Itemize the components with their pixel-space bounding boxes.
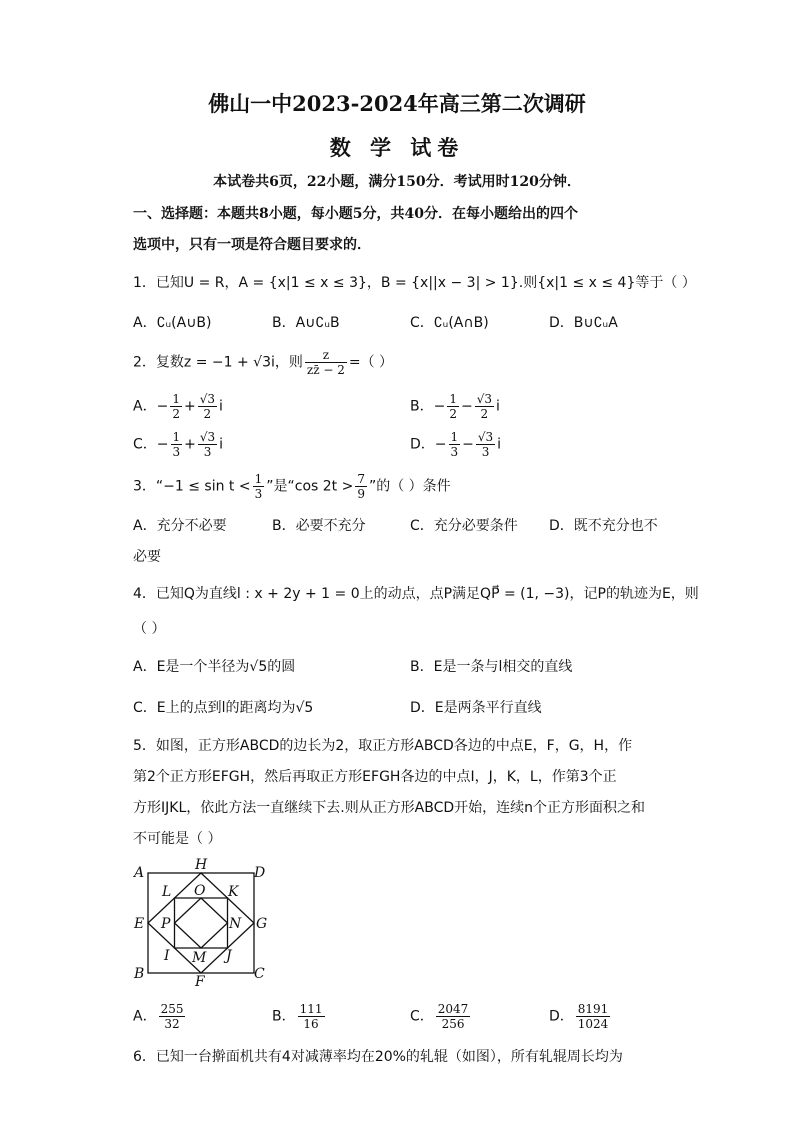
label-m: M [192, 950, 207, 966]
q1-option-d: D．B∪∁ᵤA [549, 315, 618, 331]
q4-stem: 4．已知Q为直线l : x + 2y + 1 = 0上的动点，点P满足QP⃗ = (1, −3)，记P的轨迹为E，则 [133, 586, 699, 602]
label-n: N [229, 916, 242, 932]
q2-stem: 2．复数z = −1 + √3i，则 $\frac{z}{zz̄ - 2}$ =（ ） [133, 348, 394, 377]
section-heading-line1: 一、选择题：本题共8小题，每小题5分，共40分．在每小题给出的四个 [133, 206, 578, 222]
label-d: D [254, 865, 266, 881]
q5-option-c: C． $\frac{2047}{256}$ [410, 1002, 469, 1031]
q2-option-b: B．− $\frac{1}{2}$ − $\frac{√3}{2}$ i [410, 392, 500, 421]
q4-paren: （ ） [133, 621, 166, 637]
label-l: L [162, 884, 172, 900]
q5-option-b: B． $\frac{111}{16}$ [272, 1002, 323, 1031]
square-mnop [175, 898, 228, 948]
q5-option-d: D． $\frac{8191}{1024}$ [549, 1002, 609, 1031]
q1-stem: 1．已知U = R，A = {x|1 ≤ x ≤ 3}，B = {x||x − 3| > 1}.则{x|1 ≤ x ≤ 4}等于（ ） [133, 275, 696, 291]
q5-option-a: A． $\frac{255}{32}$ [133, 1002, 184, 1031]
q4-option-b: B．E是一条与l相交的直线 [410, 659, 573, 675]
q5-stem-line2: 第2个正方形EFGH，然后再取正方形EFGH各边的中点I，J，K，L，作第3个正 [133, 769, 617, 785]
q6-stem: 6．已知一台擀面机共有4对减薄率均在20%的轧辊（如图），所有轧辊周长均为 [133, 1049, 623, 1065]
label-c: C [254, 966, 265, 982]
q4-option-a: A．E是一个半径为√5的圆 [133, 659, 296, 675]
label-e: E [134, 916, 145, 932]
q3-option-d-continued: 必要 [133, 549, 161, 565]
q5-stem-line1: 5．如图，正方形ABCD的边长为2，取正方形ABCD各边的中点E，F，G，H，作 [133, 738, 633, 754]
q2-option-c: C．− $\frac{1}{3}$ + $\frac{√3}{3}$ i [133, 430, 224, 459]
q4-option-c: C．E上的点到l的距离均为√5 [133, 700, 314, 716]
q2-option-d: D．− $\frac{1}{3}$ − $\frac{√3}{3}$ i [410, 430, 502, 459]
q3-option-c: C．充分必要条件 [410, 518, 518, 534]
label-g: G [256, 916, 268, 932]
nested-squares-figure [130, 858, 270, 988]
label-p: P [161, 916, 171, 932]
exam-title: 数 学 试卷 [329, 135, 465, 160]
q1-option-a: A．∁ᵤ(A∪B) [133, 315, 212, 331]
exam-notice: 本试卷共6页，22小题，满分150分．考试用时120分钟． [213, 174, 581, 190]
label-k: K [228, 884, 239, 900]
q5-stem-line3: 方形IJKL，依此方法一直继续下去.则从正方形ABCD开始，连续n个正方形面积之和 [133, 800, 646, 816]
q3-stem: 3．“−1 ≤ sin t < $\frac{1}{3}$ ”是“cos 2t > $\frac{7}{9}$ ”的（ ）条件 [133, 472, 451, 501]
q1-option-c: C．∁ᵤ(A∩B) [410, 315, 489, 331]
label-i: I [164, 948, 170, 964]
q4-option-d: D．E是两条平行直线 [410, 700, 542, 716]
section-heading-line2: 选项中，只有一项是符合题目要求的． [133, 237, 371, 253]
label-a: A [134, 865, 145, 881]
label-f: F [195, 974, 205, 988]
school-title: 佛山一中2023-2024年高三第二次调研 [208, 91, 586, 116]
q3-option-a: A．充分不必要 [133, 518, 227, 534]
q5-stem-line4: 不可能是（ ） [133, 831, 222, 847]
label-b: B [134, 966, 145, 982]
label-h: H [195, 858, 208, 873]
q3-option-b: B．必要不充分 [272, 518, 366, 534]
q3-option-d: D．既不充分也不 [549, 518, 658, 534]
label-j: J [226, 948, 232, 964]
q2-option-a: A．− $\frac{1}{2}$ + $\frac{√3}{2}$ i [133, 392, 223, 421]
square-ijkl [175, 898, 228, 948]
q1-option-b: B．A∪∁ᵤB [272, 315, 340, 331]
q2-fraction: $\frac{z}{zz̄ - 2}$ [306, 348, 345, 377]
label-o: O [194, 883, 206, 899]
